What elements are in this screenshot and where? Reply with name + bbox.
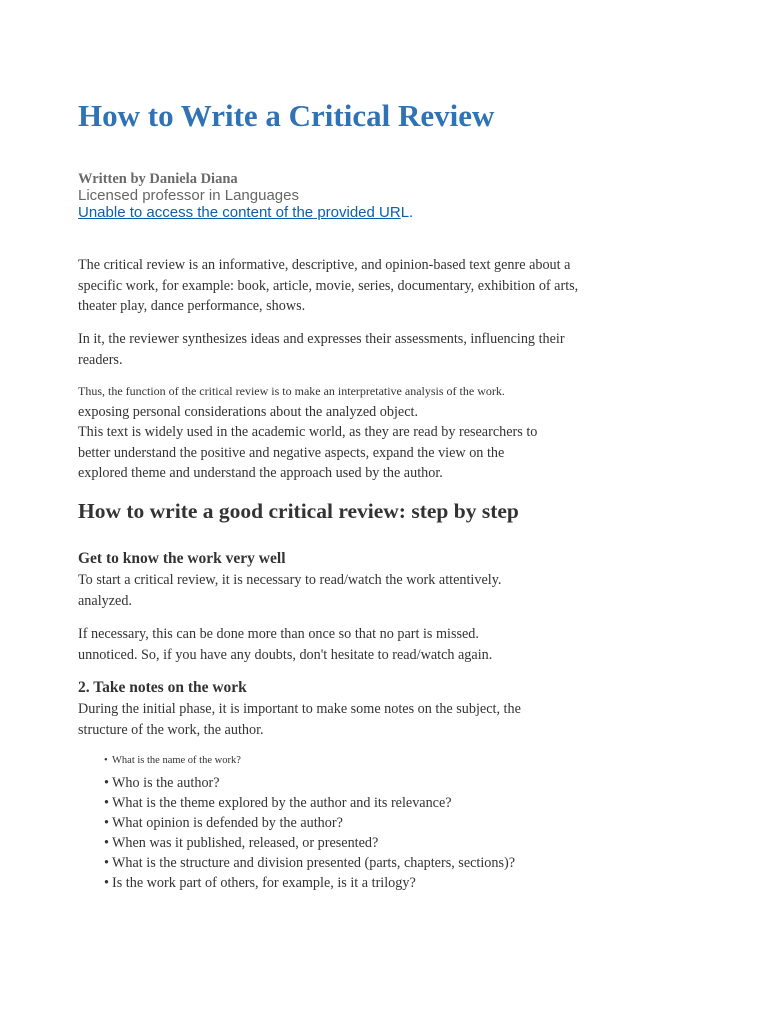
bullet-icon: • (104, 815, 109, 831)
intro-paragraph-2: In it, the reviewer synthesizes ideas and expresses their assessments, influencing their readers. (78, 331, 565, 368)
questions-list (104, 752, 515, 893)
intro-paragraph-4: This text is widely used in the academic world, as they are read by researchers to better understand the positive and negative aspects, expand the view on the explored theme and understand the approach used by the author. (78, 424, 538, 481)
intro-paragraph-3-rest: exposing personal considerations about the analyzed object. (78, 403, 419, 420)
list-item: • What is the structure and division presented (parts, chapters, sections)? (104, 855, 516, 871)
url-notice-suffix: L. (400, 204, 414, 221)
author-role: Licensed professor in Languages (78, 187, 299, 204)
bullet-icon: • (104, 835, 109, 851)
list-item: • Is the work part of others, for example, is it a trilogy? (104, 875, 416, 891)
intro-paragraph-3-small: Thus, the function of the critical review is to make an interpretative analysis of the work. (78, 384, 505, 398)
url-notice-link[interactable]: Unable to access the content of the provided UR (78, 204, 401, 221)
section-heading: How to write a good critical review: step by step (78, 499, 519, 523)
list-item: • What is the name of the work? (104, 752, 515, 770)
list-item: • What opinion is defended by the author? (104, 815, 343, 831)
bullet-icon: • (104, 775, 109, 791)
bullet-icon: • (104, 755, 108, 766)
step2-heading: 2. Take notes on the work (78, 679, 247, 696)
intro-paragraph-1: The critical review is an informative, descriptive, and opinion-based text genre about a specific work, for example: book, article, movie, series, documentary, exhibition of arts, theater play, dance performance, shows. (78, 257, 579, 314)
list-item: • Who is the author? (104, 775, 220, 791)
list-item: • When was it published, released, or presented? (104, 835, 379, 851)
page-title: How to Write a Critical Review (78, 98, 495, 133)
list-item: • What is the theme explored by the author and its relevance? (104, 795, 452, 811)
intro-paragraph-3 (78, 381, 548, 484)
step1-heading: Get to know the work very well (78, 550, 286, 567)
bullet-icon: • (104, 855, 109, 871)
step1-paragraph-2: If necessary, this can be done more than once so that no part is missed. unnoticed. So, if you have any doubts, don't hesitate to read/watch again. (78, 626, 493, 663)
author-byline: Written by Daniela Diana (78, 171, 238, 187)
url-notice (78, 204, 413, 222)
step2-paragraph-1: During the initial phase, it is important to make some notes on the subject, the structure of the work, the author. (78, 701, 521, 738)
bullet-icon: • (104, 795, 109, 811)
bullet-icon: • (104, 875, 109, 891)
step1-paragraph-1: To start a critical review, it is necessary to read/watch the work attentively. analyzed. (78, 572, 502, 609)
